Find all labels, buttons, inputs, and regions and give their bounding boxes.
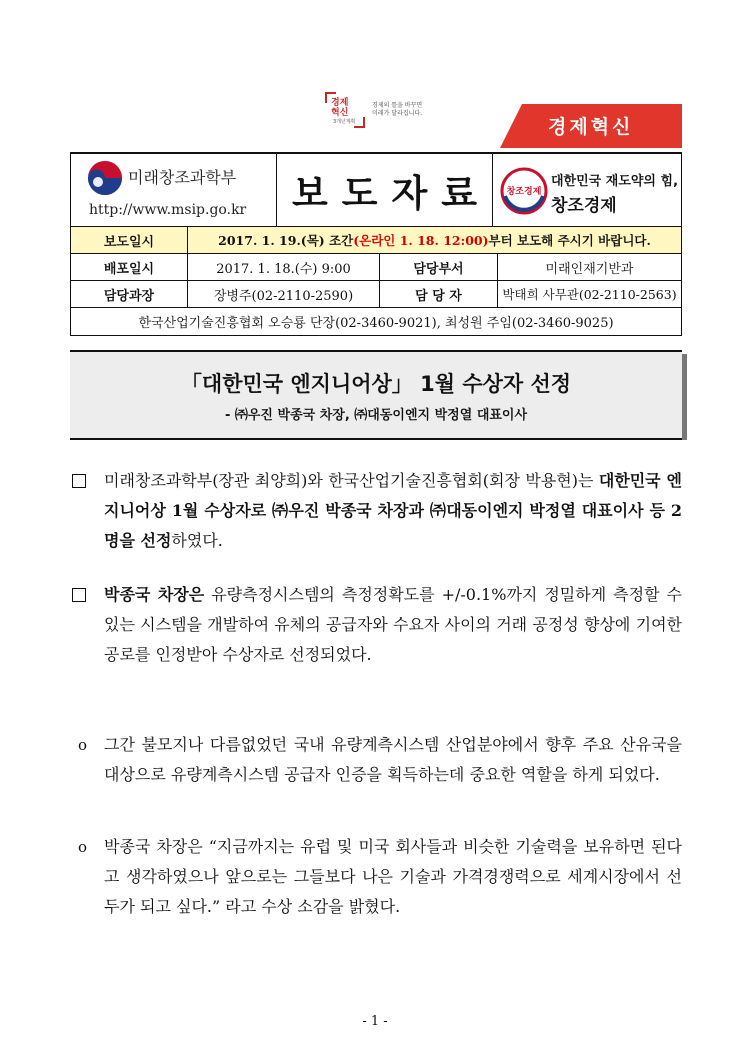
slogan-line-2: 창조경제 <box>551 196 617 216</box>
sub-title: - ㈜우진 박종국 차장, ㈜대동이엔지 박정열 대표이사 <box>224 408 528 423</box>
paragraph-2-text <box>104 580 682 670</box>
distribution-value: 2017. 1. 18.(수) 9:00 <box>188 254 380 280</box>
emblem-mark-text-1: 경제 <box>331 98 349 108</box>
economic-innovation-tag <box>500 104 682 148</box>
emblem-mark-text <box>331 98 348 118</box>
paragraph-1-text <box>104 466 682 556</box>
manager-value: 장병주(02-2110-2590) <box>188 281 380 307</box>
paragraph-3 <box>70 730 682 822</box>
department-value: 미래인재기반과 <box>545 261 634 277</box>
title-box <box>70 350 682 440</box>
release-date-row <box>70 226 682 253</box>
p1-part-a: 미래창조과학부(장관 최양희)와 한국산업기술진흥협회(회장 박용현)는 <box>104 471 599 490</box>
release-date-online: (온라인 1. 18. 12:00) <box>353 233 489 248</box>
p2-part-a: 박종국 차장은 <box>104 585 205 604</box>
checkbox-bullet-icon <box>70 580 100 612</box>
paragraph-3-text: 그간 불모지나 다름없었던 국내 유량계측시스템 산업분야에서 향후 주요 산유국을 대상으로 유량계측시스템 공급자 인증을 획득하는데 중요한 역할을 하게 되었다. <box>104 735 682 784</box>
p1-part-b: 대한민국 엔지니어상 1월 수상자로 ㈜우진 박종국 차장과 ㈜대동이엔지 박정열 대표이사 등 2명을 선정 <box>104 471 682 550</box>
ministry-block <box>71 154 277 226</box>
release-date-b: 부터 보도해 주시기 바랍니다. <box>488 233 651 248</box>
contact-row <box>70 307 682 336</box>
header-top-row <box>70 152 682 226</box>
page-number: - 1 - <box>362 1014 388 1029</box>
checkbox-bullet-icon <box>70 466 100 498</box>
distribution-label: 배포일시 <box>71 254 188 280</box>
taegeuk-logo-icon <box>87 160 123 196</box>
emblem-mark <box>325 92 365 128</box>
contact-value: 한국산업기술진흥협회 오승룡 단장(02-3460-9021), 최성원 주임(02-3460-9025) <box>138 316 614 331</box>
press-release-header <box>70 152 682 336</box>
ministry-url[interactable]: http://www.msip.go.kr <box>89 202 247 218</box>
o-bullet: o <box>78 838 88 856</box>
title-box-shadow <box>682 354 687 440</box>
paragraph-4-text: 박종국 차장은 “지금까지는 유럽 및 미국 회사들과 비슷한 기술력을 보유하면 된다고 생각하였으나 앞으로는 그들보다 나은 기술과 가격경쟁력으로 세계시장에서 선두가 되고 싶다.” 라고 수상 소감을 밝혔다. <box>104 837 682 916</box>
emblem-mark-text-2: 혁신 <box>331 108 349 118</box>
main-title: 「대한민국 엔지니어상」 1월 수상자 선정 <box>180 372 572 396</box>
o-bullet: o <box>78 736 88 754</box>
release-date-value <box>188 227 681 253</box>
press-title-block <box>277 154 493 226</box>
manager-row <box>70 280 682 307</box>
ministry-name: 미래창조과학부 <box>128 168 237 187</box>
paragraph-1 <box>70 466 682 558</box>
slogan-logo-text: 창조경제 <box>506 187 542 197</box>
creative-economy-block <box>493 154 681 226</box>
paragraph-2 <box>70 580 682 702</box>
emblem-slogan <box>372 102 442 118</box>
emblem-slogan-1: 경제의 틀을 바꾸면 <box>372 102 423 109</box>
p2-part-b: 유량측정시스템의 측정정확도를 +/-0.1%까지 정밀하게 측정할 수 있는 시스템을 개발하여 유체의 공급자와 수요자 사이의 거래 공정성 향상에 기여한 공로를 인정받아 수상자로 선정되었다. <box>104 585 682 664</box>
press-release-title: 보도자료 <box>292 172 491 215</box>
department-label: 담당부서 <box>380 254 498 280</box>
emblem-mark-sub: 3개년계획 <box>333 119 356 125</box>
slogan-line-1: 대한민국 재도약의 힘, <box>551 174 679 189</box>
p1-part-c: 하였다. <box>171 531 223 550</box>
emblem-slogan-2: 미래가 달라집니다. <box>372 110 423 117</box>
manager-label: 담당과장 <box>71 281 188 307</box>
economic-innovation-emblem <box>325 90 445 130</box>
release-date-a: 2017. 1. 19.(목) 조간 <box>218 233 354 248</box>
paragraph-4 <box>70 832 682 954</box>
release-date-label: 보도일시 <box>71 227 188 253</box>
tag-label: 경제혁신 <box>548 116 634 138</box>
staff-label: 담 당 자 <box>380 281 498 307</box>
distribution-row <box>70 253 682 280</box>
creative-economy-logo-icon <box>499 166 549 216</box>
staff-value: 박태희 사무관(02-2110-2563) <box>502 287 677 302</box>
